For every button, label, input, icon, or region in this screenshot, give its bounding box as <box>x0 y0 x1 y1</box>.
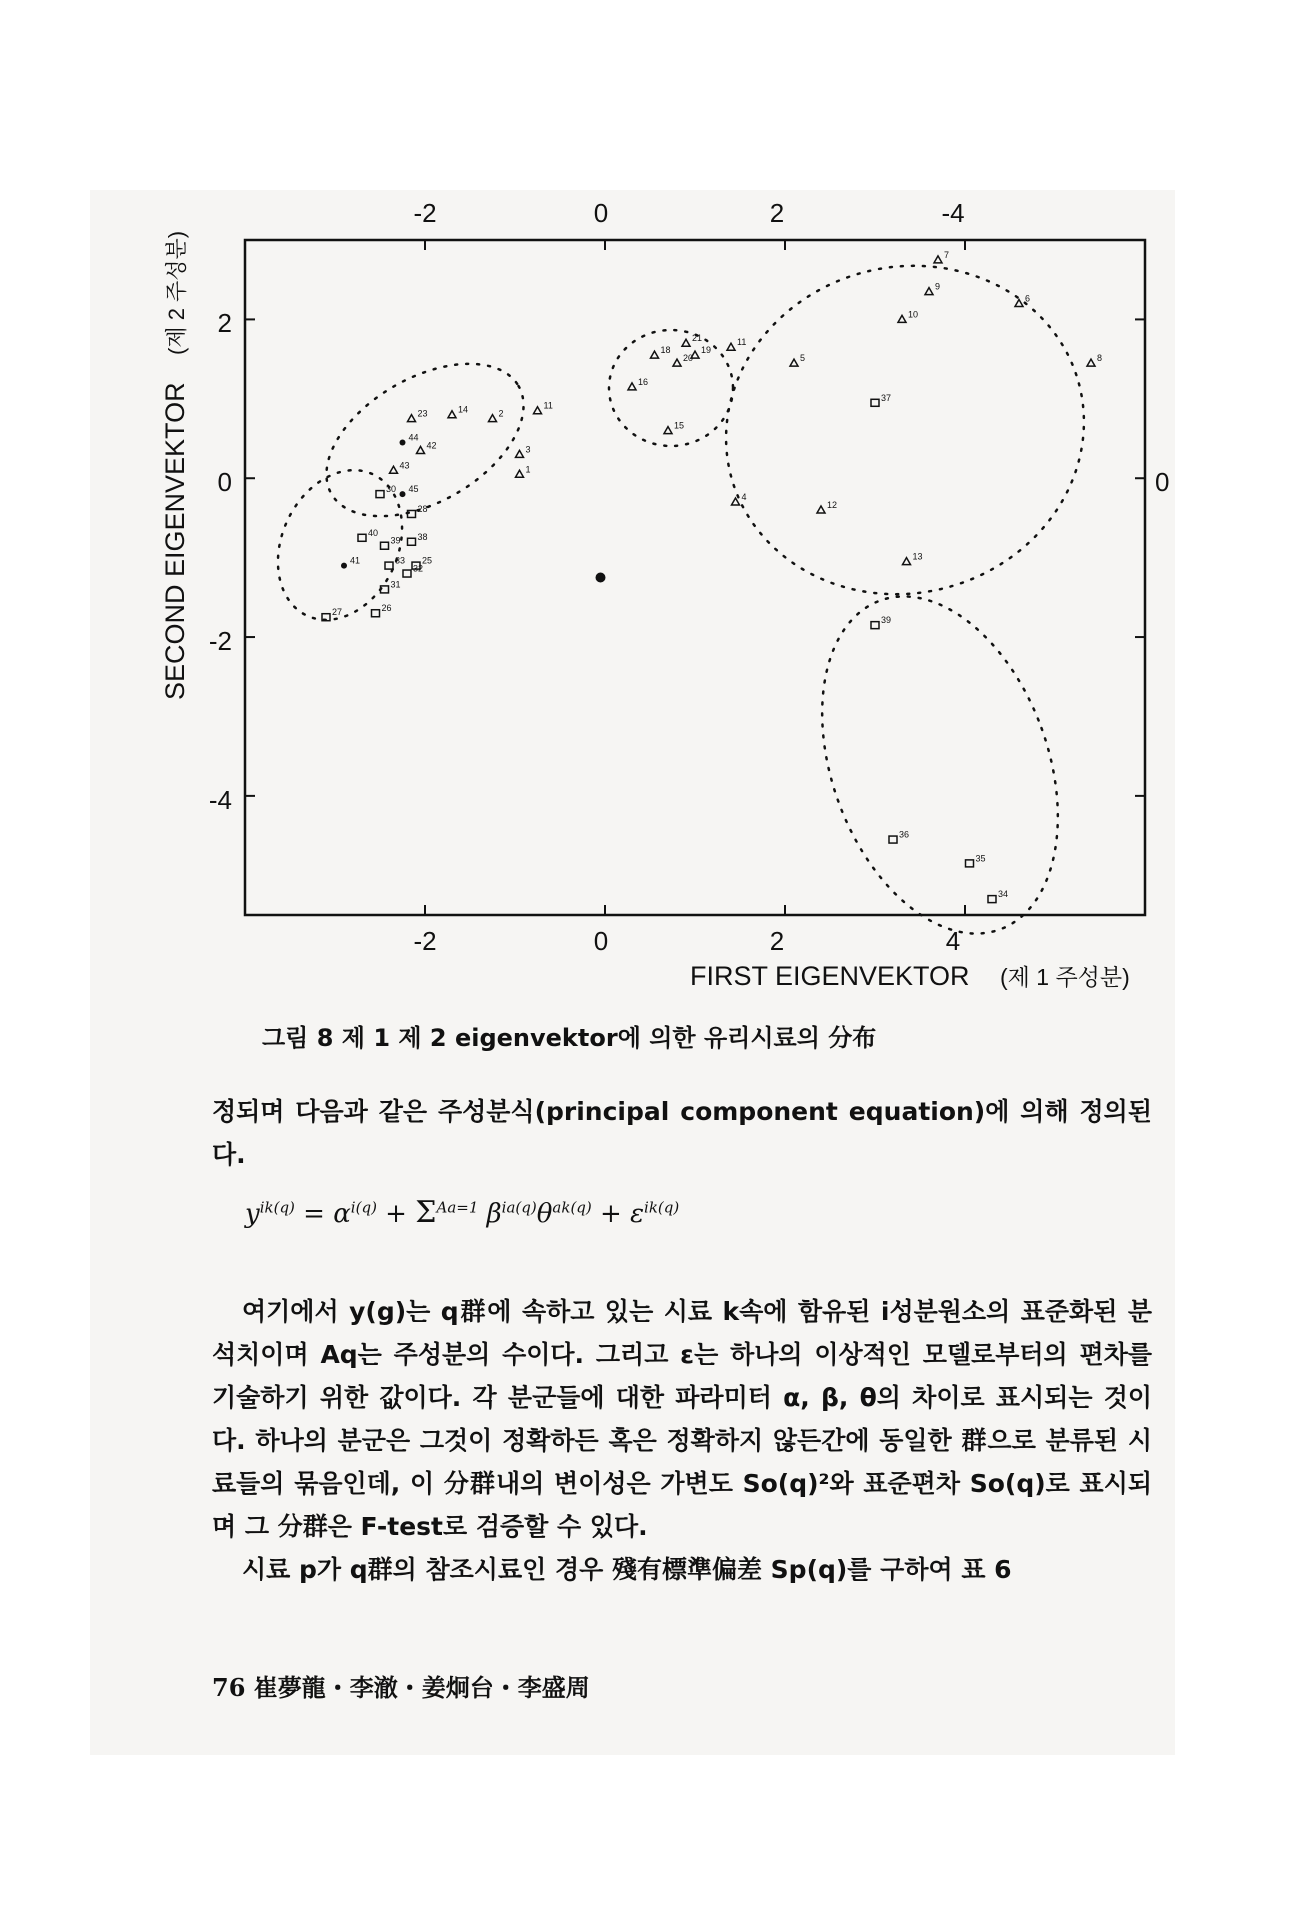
triangle-point <box>732 498 740 505</box>
bottom-tick-label: 4 <box>945 926 961 956</box>
left-tick-label: -2 <box>208 626 232 656</box>
y-axis-title-korean: (제 2 주성분) <box>164 230 189 355</box>
point-label: 27 <box>332 607 343 618</box>
triangle-point <box>408 415 416 422</box>
triangle-point <box>448 411 456 418</box>
point-label: 41 <box>350 555 361 566</box>
triangle-point <box>489 415 497 422</box>
point-label: 19 <box>701 345 712 356</box>
point-label: 45 <box>408 484 419 495</box>
filled-point <box>400 491 406 497</box>
triangle-point <box>628 383 636 390</box>
point-label: 26 <box>381 603 392 614</box>
triangle-point <box>417 446 425 453</box>
paragraph-text: 시료 p가 q群의 참조시료인 경우 殘有標準偏差 Sp(q)를 구하여 표 6 <box>242 1555 1012 1584</box>
left-tick-label: -4 <box>208 785 232 815</box>
point-label: 5 <box>800 353 806 364</box>
point-label: 44 <box>408 432 419 443</box>
point-label: 6 <box>1025 293 1031 304</box>
point-label: 15 <box>674 420 685 431</box>
point-label: 35 <box>975 853 986 864</box>
triangle-point <box>516 470 524 477</box>
point-label: 11 <box>737 337 747 348</box>
point-label: 37 <box>881 392 892 403</box>
top-tick-label: -4 <box>941 198 965 228</box>
x-axis-title-korean: (제 1 주성분) <box>1000 964 1130 990</box>
bottom-tick-label: 0 <box>593 926 609 956</box>
point-label: 20 <box>683 353 694 364</box>
figure-caption: 그림 8 제 1 제 2 eigenvektor에 의한 유리시료의 分布 <box>262 1024 877 1052</box>
triangle-point <box>1015 300 1023 307</box>
top-tick-label: 0 <box>593 198 609 228</box>
triangle-point <box>664 427 672 434</box>
square-point <box>871 399 879 406</box>
point-label: 7 <box>944 249 950 260</box>
square-point <box>889 836 897 843</box>
point-label: 11 <box>543 400 553 411</box>
triangle-point <box>390 466 398 473</box>
point-label: 40 <box>368 527 379 538</box>
paragraph-text: 정되며 다음과 같은 주성분식(principal component equation)에 의해 정의된다. <box>212 1097 1152 1169</box>
point-label: 8 <box>1097 353 1103 364</box>
triangle-point <box>516 450 524 457</box>
body-paragraph <box>212 1090 1152 1176</box>
point-label: 33 <box>395 555 406 566</box>
point-label: 12 <box>827 500 838 510</box>
point-label: 39 <box>390 535 401 546</box>
square-point <box>372 610 380 617</box>
point-label: 34 <box>998 889 1009 900</box>
component-equation: $y^{ik(q)} = \alpha^{i(q)} + \Sigma^{Aa=1}$ $\beta^{ia(q)}\theta^{ak(q)} + \varepsilon^{ik(q)}$ <box>245 1195 680 1230</box>
point-label: 32 <box>413 563 424 574</box>
point-label: 16 <box>638 376 649 387</box>
top-tick-label: 2 <box>769 198 785 228</box>
point-label: 3 <box>525 444 531 455</box>
triangle-point <box>903 558 911 565</box>
point-label: 39 <box>881 615 892 626</box>
triangle-point <box>1087 359 1095 366</box>
body-paragraph <box>212 1290 1152 1591</box>
point-label: 4 <box>741 492 747 503</box>
point-label: 31 <box>390 579 401 590</box>
point-label: 38 <box>417 531 428 542</box>
point-label: 42 <box>426 440 437 451</box>
point-label: 23 <box>417 408 428 419</box>
page-footer: 76 崔夢龍・李澈・姜炯台・李盛周 <box>212 1673 590 1702</box>
point-label: 21 <box>692 333 703 344</box>
point-label: 25 <box>422 555 433 566</box>
triangle-point <box>534 407 542 414</box>
triangle-point <box>651 351 659 358</box>
point-label: 9 <box>935 281 941 292</box>
point-label: 43 <box>399 460 410 471</box>
square-point <box>871 622 879 629</box>
x-axis-title: FIRST EIGENVEKTOR <box>690 961 970 991</box>
bottom-tick-label: -2 <box>413 926 437 956</box>
point-label: 18 <box>660 345 671 356</box>
point-label: 14 <box>458 404 469 415</box>
cluster-outline <box>300 332 549 547</box>
square-point <box>358 534 366 541</box>
filled-point <box>341 563 347 569</box>
point-label: 30 <box>386 484 397 495</box>
triangle-point <box>682 339 690 346</box>
point-label: 13 <box>912 551 923 562</box>
left-tick-label: 0 <box>217 467 232 497</box>
cluster-outline <box>779 564 1102 967</box>
square-point <box>403 570 411 577</box>
data-points <box>322 250 1102 903</box>
square-point <box>381 542 389 549</box>
paragraph-text: 여기에서 y(g)는 q群에 속하고 있는 시료 k속에 함유된 i성분원소의 표준화된 분석치이며 Aq는 주성분의 수이다. 그리고 ε는 하나의 이상적인 모델로부터의 편차를 기술하기 위한 값이다. 각 분군들에 대한 파라미터 α, β, θ의 차이로 표시되는 것이다. 하나의 분군은 그것이 정확하든 혹은 정확하지 않든간에 동일한 群으로 분류된 시료들의 묶음인데, 이 分群내의 변이성은 가변도 So(q)²와 표준편차 So(q)로 표시되며 그 分群은 F-test로 검증할 수 있다. <box>212 1297 1152 1541</box>
point-label: 1 <box>525 464 531 475</box>
point-label: 28 <box>417 503 428 514</box>
top-tick-label: -2 <box>413 198 437 228</box>
point-label: 2 <box>498 408 504 419</box>
square-point <box>376 491 384 498</box>
triangle-point <box>898 315 906 322</box>
filled-point <box>596 573 606 583</box>
point-label: 10 <box>908 309 919 320</box>
triangle-point <box>817 506 825 513</box>
right-tick-label: 0 <box>1155 467 1170 497</box>
left-tick-label: 2 <box>217 308 232 338</box>
point-label: 36 <box>899 829 910 840</box>
triangle-point <box>934 256 942 263</box>
cluster-outline <box>609 330 733 446</box>
triangle-point <box>790 359 798 366</box>
triangle-point <box>925 288 933 295</box>
bottom-tick-label: 2 <box>769 926 785 956</box>
y-axis-title: SECOND EIGENVEKTOR <box>160 382 190 700</box>
square-point <box>408 538 416 545</box>
triangle-point <box>727 343 735 350</box>
cluster-outline <box>689 226 1121 634</box>
square-point <box>988 896 996 903</box>
square-point <box>966 860 974 867</box>
filled-point <box>400 440 406 446</box>
triangle-point <box>673 359 681 366</box>
square-point <box>385 562 393 569</box>
